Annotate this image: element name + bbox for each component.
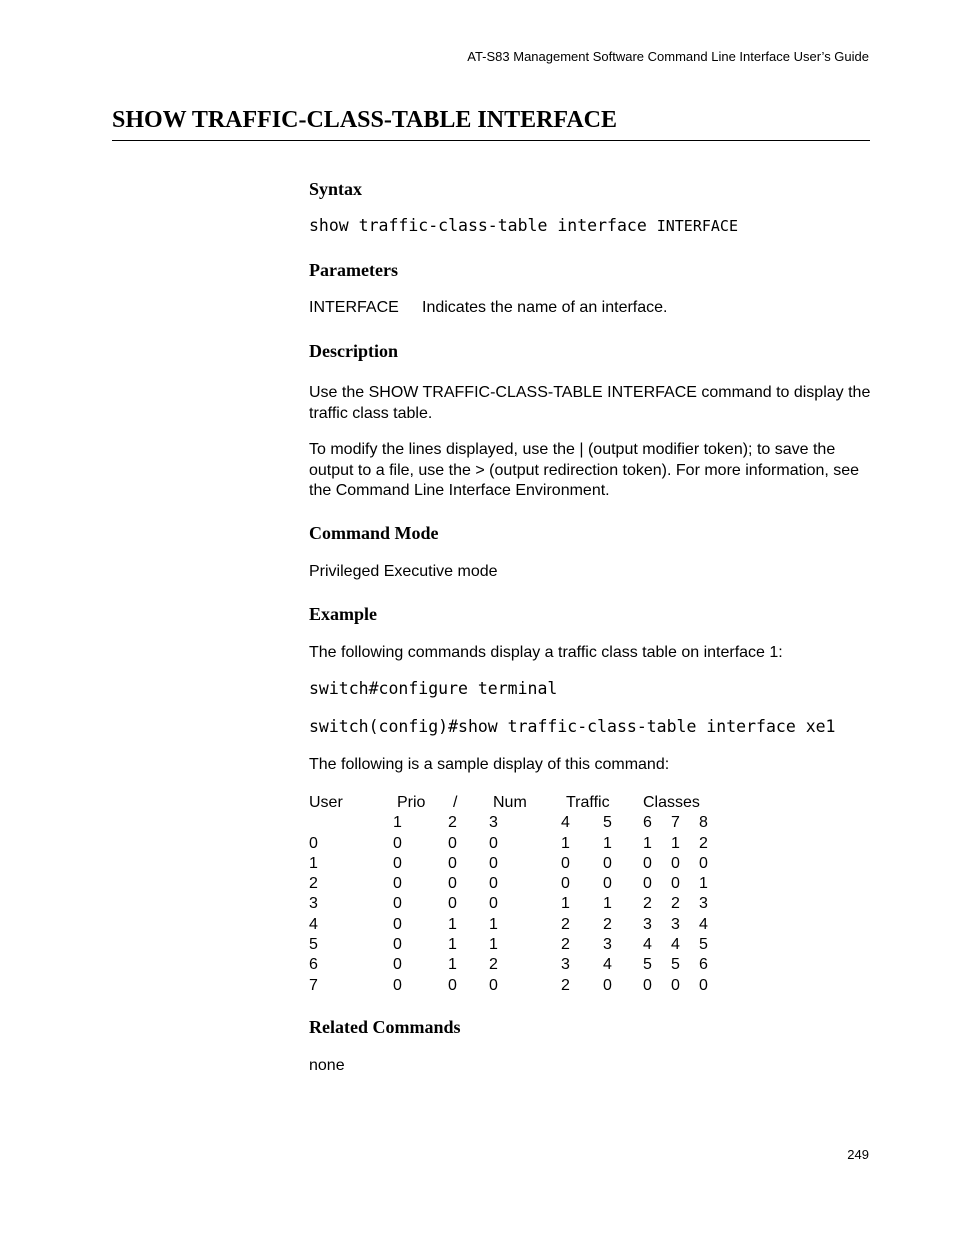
table-cell: 2 xyxy=(561,915,570,933)
table-cell: 7 xyxy=(309,976,318,994)
table-cell: 0 xyxy=(393,976,402,994)
table-cell: 0 xyxy=(393,834,402,852)
table-cell: 3 xyxy=(489,814,498,832)
table-cell: 5 xyxy=(603,814,612,832)
table-cell: 0 xyxy=(448,834,457,852)
table-cell: 2 xyxy=(643,895,652,913)
table-cell: 2 xyxy=(561,936,570,954)
table-cell: 0 xyxy=(561,875,570,893)
parameter-name: INTERFACE xyxy=(309,299,399,316)
table-header-cell: Num xyxy=(493,794,527,811)
table-cell: 0 xyxy=(393,936,402,954)
parameters-heading: Parameters xyxy=(309,260,398,280)
parameter-description: Indicates the name of an interface. xyxy=(422,299,668,316)
table-cell: 2 xyxy=(309,875,318,893)
table-cell: 4 xyxy=(561,814,570,832)
title-rule xyxy=(112,140,870,141)
table-cell: 2 xyxy=(699,834,708,852)
table-cell: 1 xyxy=(489,915,498,933)
command-mode-text: Privileged Executive mode xyxy=(309,563,498,580)
table-row xyxy=(309,813,729,833)
table-cell: 0 xyxy=(603,854,612,872)
description-heading: Description xyxy=(309,341,398,361)
table-cell: 0 xyxy=(448,895,457,913)
table-row xyxy=(309,915,729,935)
table-cell: 4 xyxy=(699,915,708,933)
table-cell: 0 xyxy=(393,895,402,913)
table-cell: 4 xyxy=(603,956,612,974)
table-row xyxy=(309,874,729,894)
table-cell: 1 xyxy=(561,895,570,913)
table-row xyxy=(309,976,729,996)
syntax-heading: Syntax xyxy=(309,179,363,199)
table-cell: 2 xyxy=(489,956,498,974)
table-cell: 1 xyxy=(393,814,402,832)
table-cell: 0 xyxy=(489,834,498,852)
table-row xyxy=(309,854,729,874)
table-cell: 1 xyxy=(448,936,457,954)
table-cell: 0 xyxy=(699,854,708,872)
table-cell: 2 xyxy=(561,976,570,994)
table-cell: 0 xyxy=(309,834,318,852)
table-cell: 0 xyxy=(393,915,402,933)
example-intro: The following commands display a traffic class table on interface 1: xyxy=(309,644,783,661)
table-cell: 1 xyxy=(561,834,570,852)
syntax-command xyxy=(309,216,738,235)
table-cell: 1 xyxy=(671,834,680,852)
table-cell: 3 xyxy=(699,895,708,913)
table-cell: 5 xyxy=(699,936,708,954)
table-cell: 0 xyxy=(603,875,612,893)
page-title: SHOW TRAFFIC-CLASS-TABLE INTERFACE xyxy=(112,107,617,133)
table-row xyxy=(309,834,729,854)
table-cell: 0 xyxy=(448,854,457,872)
table-cell: 0 xyxy=(671,875,680,893)
table-cell: 2 xyxy=(448,814,457,832)
table-cell: 0 xyxy=(671,854,680,872)
description-paragraph-1: Use the SHOW TRAFFIC-CLASS-TABLE INTERFACE command to display the traffic class table. xyxy=(309,384,871,422)
table-cell: 3 xyxy=(561,956,570,974)
related-commands-heading: Related Commands xyxy=(309,1017,461,1037)
table-cell: 1 xyxy=(309,854,318,872)
table-cell: 0 xyxy=(671,976,680,994)
table-cell: 5 xyxy=(671,956,680,974)
table-cell: 1 xyxy=(603,834,612,852)
table-cell: 4 xyxy=(309,915,318,933)
running-header: AT-S83 Management Software Command Line Interface User’s Guide xyxy=(467,49,869,64)
table-cell: 0 xyxy=(643,854,652,872)
table-cell: 0 xyxy=(489,976,498,994)
table-cell: 5 xyxy=(309,936,318,954)
example-command-1: switch#configure terminal xyxy=(309,679,558,698)
table-cell: 0 xyxy=(448,976,457,994)
table-cell: 0 xyxy=(603,976,612,994)
example-heading: Example xyxy=(309,604,378,624)
table-header-cell: / xyxy=(453,794,458,811)
table-cell: 1 xyxy=(699,875,708,893)
table-cell: 0 xyxy=(561,854,570,872)
table-cell: 0 xyxy=(489,875,498,893)
table-cell: 7 xyxy=(671,814,680,832)
related-commands-text: none xyxy=(309,1057,345,1074)
table-header-cell: Classes xyxy=(643,794,700,811)
table-cell: 1 xyxy=(489,936,498,954)
table-header-cell: Prio xyxy=(397,794,426,811)
table-cell: 4 xyxy=(643,936,652,954)
table-cell: 3 xyxy=(309,895,318,913)
table-cell: 0 xyxy=(393,854,402,872)
table-cell: 1 xyxy=(603,895,612,913)
example-command-2: switch(config)#show traffic-class-table interface xe1 xyxy=(309,717,836,736)
table-row xyxy=(309,935,729,955)
page-number: 249 xyxy=(847,1147,869,1162)
syntax-argument: INTERFACE xyxy=(656,217,738,235)
sample-intro: The following is a sample display of this command: xyxy=(309,756,670,773)
table-cell: 0 xyxy=(393,875,402,893)
table-cell: 3 xyxy=(671,915,680,933)
table-cell: 1 xyxy=(643,834,652,852)
table-cell: 0 xyxy=(489,854,498,872)
table-cell: 3 xyxy=(643,915,652,933)
syntax-command-text: show traffic-class-table interface xyxy=(309,216,647,235)
table-cell: 0 xyxy=(699,976,708,994)
description-paragraph-2: To modify the lines displayed, use the | (output modifier token); to save the output to a file, use the > (output redirection token). For more information, see the Command Line Interface Environment. xyxy=(309,441,860,499)
table-cell: 0 xyxy=(489,895,498,913)
table-cell: 6 xyxy=(699,956,708,974)
traffic-class-table xyxy=(309,793,729,996)
table-cell: 5 xyxy=(643,956,652,974)
table-cell: 8 xyxy=(699,814,708,832)
table-cell: 6 xyxy=(309,956,318,974)
table-row xyxy=(309,894,729,914)
table-cell: 2 xyxy=(603,915,612,933)
command-mode-heading: Command Mode xyxy=(309,523,439,543)
table-header-row xyxy=(309,793,729,813)
table-cell: 1 xyxy=(448,956,457,974)
table-cell: 0 xyxy=(643,875,652,893)
table-cell: 0 xyxy=(643,976,652,994)
table-row xyxy=(309,955,729,975)
table-cell: 4 xyxy=(671,936,680,954)
table-body xyxy=(309,813,729,996)
table-header-cell: Traffic xyxy=(566,794,610,811)
table-cell: 6 xyxy=(643,814,652,832)
table-cell: 0 xyxy=(393,956,402,974)
table-cell: 2 xyxy=(671,895,680,913)
table-header-cell: User xyxy=(309,794,343,811)
table-cell: 3 xyxy=(603,936,612,954)
table-cell: 0 xyxy=(448,875,457,893)
table-cell: 1 xyxy=(448,915,457,933)
